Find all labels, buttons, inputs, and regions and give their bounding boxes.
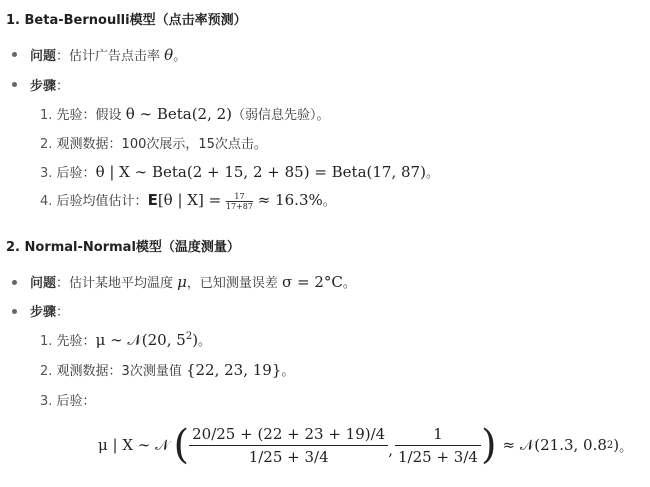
section1-step-1 <box>40 104 330 123</box>
equation-rhs-end: ) <box>613 436 620 454</box>
step-label: 后验： <box>56 166 96 181</box>
problem-mid: ，已知测量误差 <box>186 276 283 291</box>
step-number: 2. <box>40 364 53 379</box>
step-math: θ ∼ Beta(2, 2) <box>125 105 233 123</box>
problem-label: 问题 <box>30 49 57 64</box>
section1-heading: 1. Beta-Bernoulli模型（点击率预测） <box>6 13 247 28</box>
posterior-equation <box>98 420 632 470</box>
fraction-denominator: 17+87 <box>225 202 253 211</box>
step-number: 3. <box>40 166 53 181</box>
bullet-marker <box>12 82 17 87</box>
right-paren: ) <box>480 422 497 468</box>
problem-math: θ <box>164 46 174 64</box>
step-after: （弱信息先验）。 <box>232 108 330 123</box>
section1-step-4 <box>40 190 336 211</box>
bullet-marker <box>12 309 17 314</box>
step-math-end: ) <box>192 331 199 349</box>
problem-text: ：估计广告点击率 <box>56 49 165 64</box>
fraction-numerator: 20/25 + (22 + 23 + 19)/4 <box>189 425 388 446</box>
equation-rhs-sup: 2 <box>606 439 614 451</box>
bullet-marker <box>12 280 17 285</box>
step-math-sup: 2 <box>185 331 193 342</box>
fraction-separator: , <box>388 441 393 459</box>
section2-step-1 <box>40 330 211 349</box>
bullet-marker <box>12 52 17 57</box>
step-math-result: ≈ 16.3% <box>252 191 323 209</box>
step-number: 1. <box>40 108 53 123</box>
step-after: 。 <box>425 166 439 181</box>
step-label: 先验：假设 <box>56 108 126 123</box>
section1-steps-label <box>30 75 69 94</box>
step-after: 。 <box>198 334 212 349</box>
section1-step-2 <box>40 133 267 152</box>
problem-label: 问题 <box>30 276 57 291</box>
step-math: {22, 23, 19} <box>185 361 282 379</box>
step-label: 后验均值估计： <box>56 194 148 209</box>
equation-after: 。 <box>619 439 633 455</box>
problem-end: 。 <box>173 49 187 64</box>
section2-step-2 <box>40 360 294 379</box>
fraction-numerator: 1 <box>395 425 481 446</box>
problem-end: 。 <box>342 276 356 291</box>
problem-text: ：估计某地平均温度 <box>56 276 178 291</box>
section1-step-3 <box>40 162 439 181</box>
step-number: 4. <box>40 194 53 209</box>
fraction-mean <box>189 425 388 466</box>
step-label: 观测数据：100次展示，15次点击。 <box>56 137 267 152</box>
fraction-denominator: 1/25 + 3/4 <box>398 447 478 466</box>
equation-rhs: ≈ 𝒩(21.3, 0.8 <box>502 436 607 454</box>
fraction-denominator: 1/25 + 3/4 <box>248 447 329 466</box>
step-number: 1. <box>40 334 53 349</box>
equation-lhs: μ | X ∼ 𝒩 <box>98 436 170 454</box>
small-fraction <box>226 192 253 211</box>
section2-steps-label <box>30 301 69 320</box>
section1-problem <box>30 45 186 64</box>
problem-math-sigma: σ = 2°C <box>282 273 343 291</box>
step-label: 后验： <box>56 394 96 409</box>
left-paren: ( <box>173 422 190 468</box>
fraction-variance <box>395 425 481 466</box>
expectation-symbol: E <box>147 191 158 209</box>
step-math: μ ∼ 𝒩(20, 5 <box>95 331 186 349</box>
step-number: 2. <box>40 137 53 152</box>
problem-math-mu: μ <box>177 273 187 291</box>
step-after: 。 <box>281 364 295 379</box>
step-math: θ | X ∼ Beta(2 + 15, 2 + 85) = Beta(17, 87) <box>95 163 426 181</box>
step-after: 。 <box>322 194 336 209</box>
step-label: 观测数据：3次测量值 <box>56 364 186 379</box>
step-number: 3. <box>40 394 53 409</box>
steps-label: 步骤 <box>30 305 57 320</box>
section2-heading: 2. Normal-Normal模型（温度测量） <box>6 240 240 255</box>
fraction-numerator: 17 <box>226 192 253 202</box>
section2-step-3 <box>40 390 96 409</box>
steps-label: 步骤 <box>30 79 57 94</box>
steps-colon: ： <box>56 79 70 94</box>
step-math: [θ | X] = <box>157 191 226 209</box>
steps-colon: ： <box>56 305 70 320</box>
step-label: 先验： <box>56 334 96 349</box>
section2-problem <box>30 272 356 291</box>
